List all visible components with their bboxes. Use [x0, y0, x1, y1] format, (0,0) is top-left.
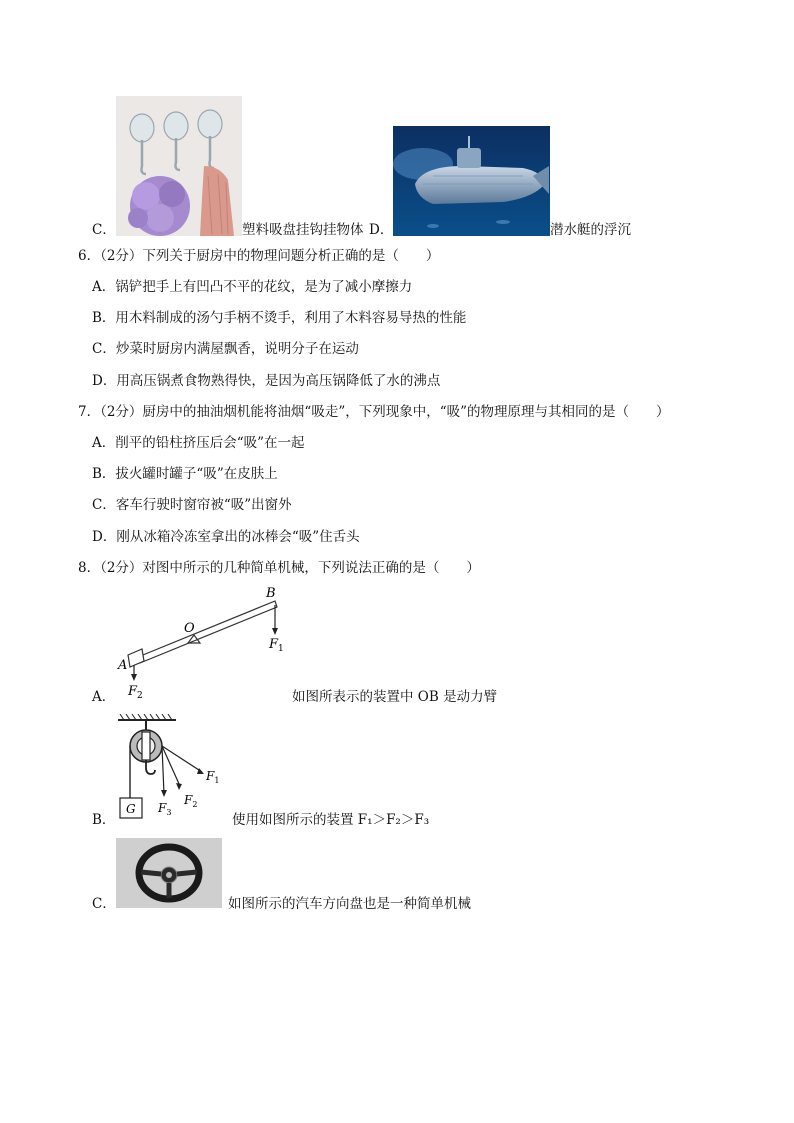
q8-option-a-text: 如图所表示的装置中 OB 是动力臂 [292, 689, 498, 705]
q7-option-b: B．拔火罐时罐子“吸”在皮肤上 [92, 466, 278, 482]
submarine-image [393, 126, 550, 236]
q6-option-c: C．炒菜时厨房内满屋飘香，说明分子在运动 [92, 341, 359, 357]
q6-option-d: D．用高压锅煮食物熟得快，是因为高压锅降低了水的沸点 [92, 373, 441, 389]
lever-label-f1: $F_1$ [269, 637, 284, 654]
q5-option-c-label: C． [92, 222, 116, 238]
lever-label-a: A [118, 658, 128, 673]
pulley-label-g: G [126, 802, 136, 816]
q8-option-a-label: A． [92, 689, 116, 705]
q7-option-a: A．削平的铅柱挤压后会“吸”在一起 [92, 435, 305, 451]
q5-option-d-label: D． [369, 222, 394, 238]
pulley-label-f2: $F_2$ [184, 793, 198, 809]
q8-option-c-text: 如图所示的汽车方向盘也是一种简单机械 [228, 896, 471, 912]
q8-option-b-label: B． [92, 812, 116, 828]
q5-option-c-text: 塑料吸盘挂钩挂物体 [242, 222, 364, 238]
q8-option-b-text: 使用如图所示的装置 F₁＞F₂＞F₃ [232, 812, 430, 828]
q8-stem: 8．（2分）对图中所示的几种简单机械，下列说法正确的是（ ） [78, 560, 480, 576]
lever-label-b: B [266, 586, 276, 601]
q5-option-d-text: 潜水艇的浮沉 [550, 222, 631, 238]
q7-stem: 7．（2分）厨房中的抽油烟机能将油烟“吸走”，下列现象中，“吸”的物理原理与其相同的是（ ） [78, 404, 670, 420]
pulley-label-f3: $F_3$ [158, 801, 172, 817]
pulley-label-f1: $F_1$ [206, 769, 220, 785]
steering-wheel-image [116, 838, 222, 908]
pulley-diagram [114, 714, 226, 826]
steering-wheel-illustration [116, 838, 222, 908]
suction-hook-image [116, 96, 242, 236]
q8-option-c-label: C． [92, 896, 116, 912]
q6-option-b: B．用木料制成的汤勺手柄不烫手，利用了木料容易导热的性能 [92, 310, 467, 326]
q6-stem: 6．（2分）下列关于厨房中的物理问题分析正确的是（ ） [78, 248, 440, 264]
submarine-illustration [393, 126, 550, 236]
lever-label-o: O [184, 621, 195, 636]
q7-option-d: D．刚从冰箱冷冻室拿出的冰棒会“吸”住舌头 [92, 529, 360, 545]
q6-option-a: A．锅铲把手上有凹凸不平的花纹，是为了减小摩擦力 [92, 279, 413, 295]
suction-hook-illustration [116, 96, 242, 236]
lever-label-f2: $F_2$ [128, 684, 143, 700]
q7-option-c: C．客车行驶时窗帘被“吸”出窗外 [92, 497, 292, 513]
lever-diagram [110, 585, 300, 700]
